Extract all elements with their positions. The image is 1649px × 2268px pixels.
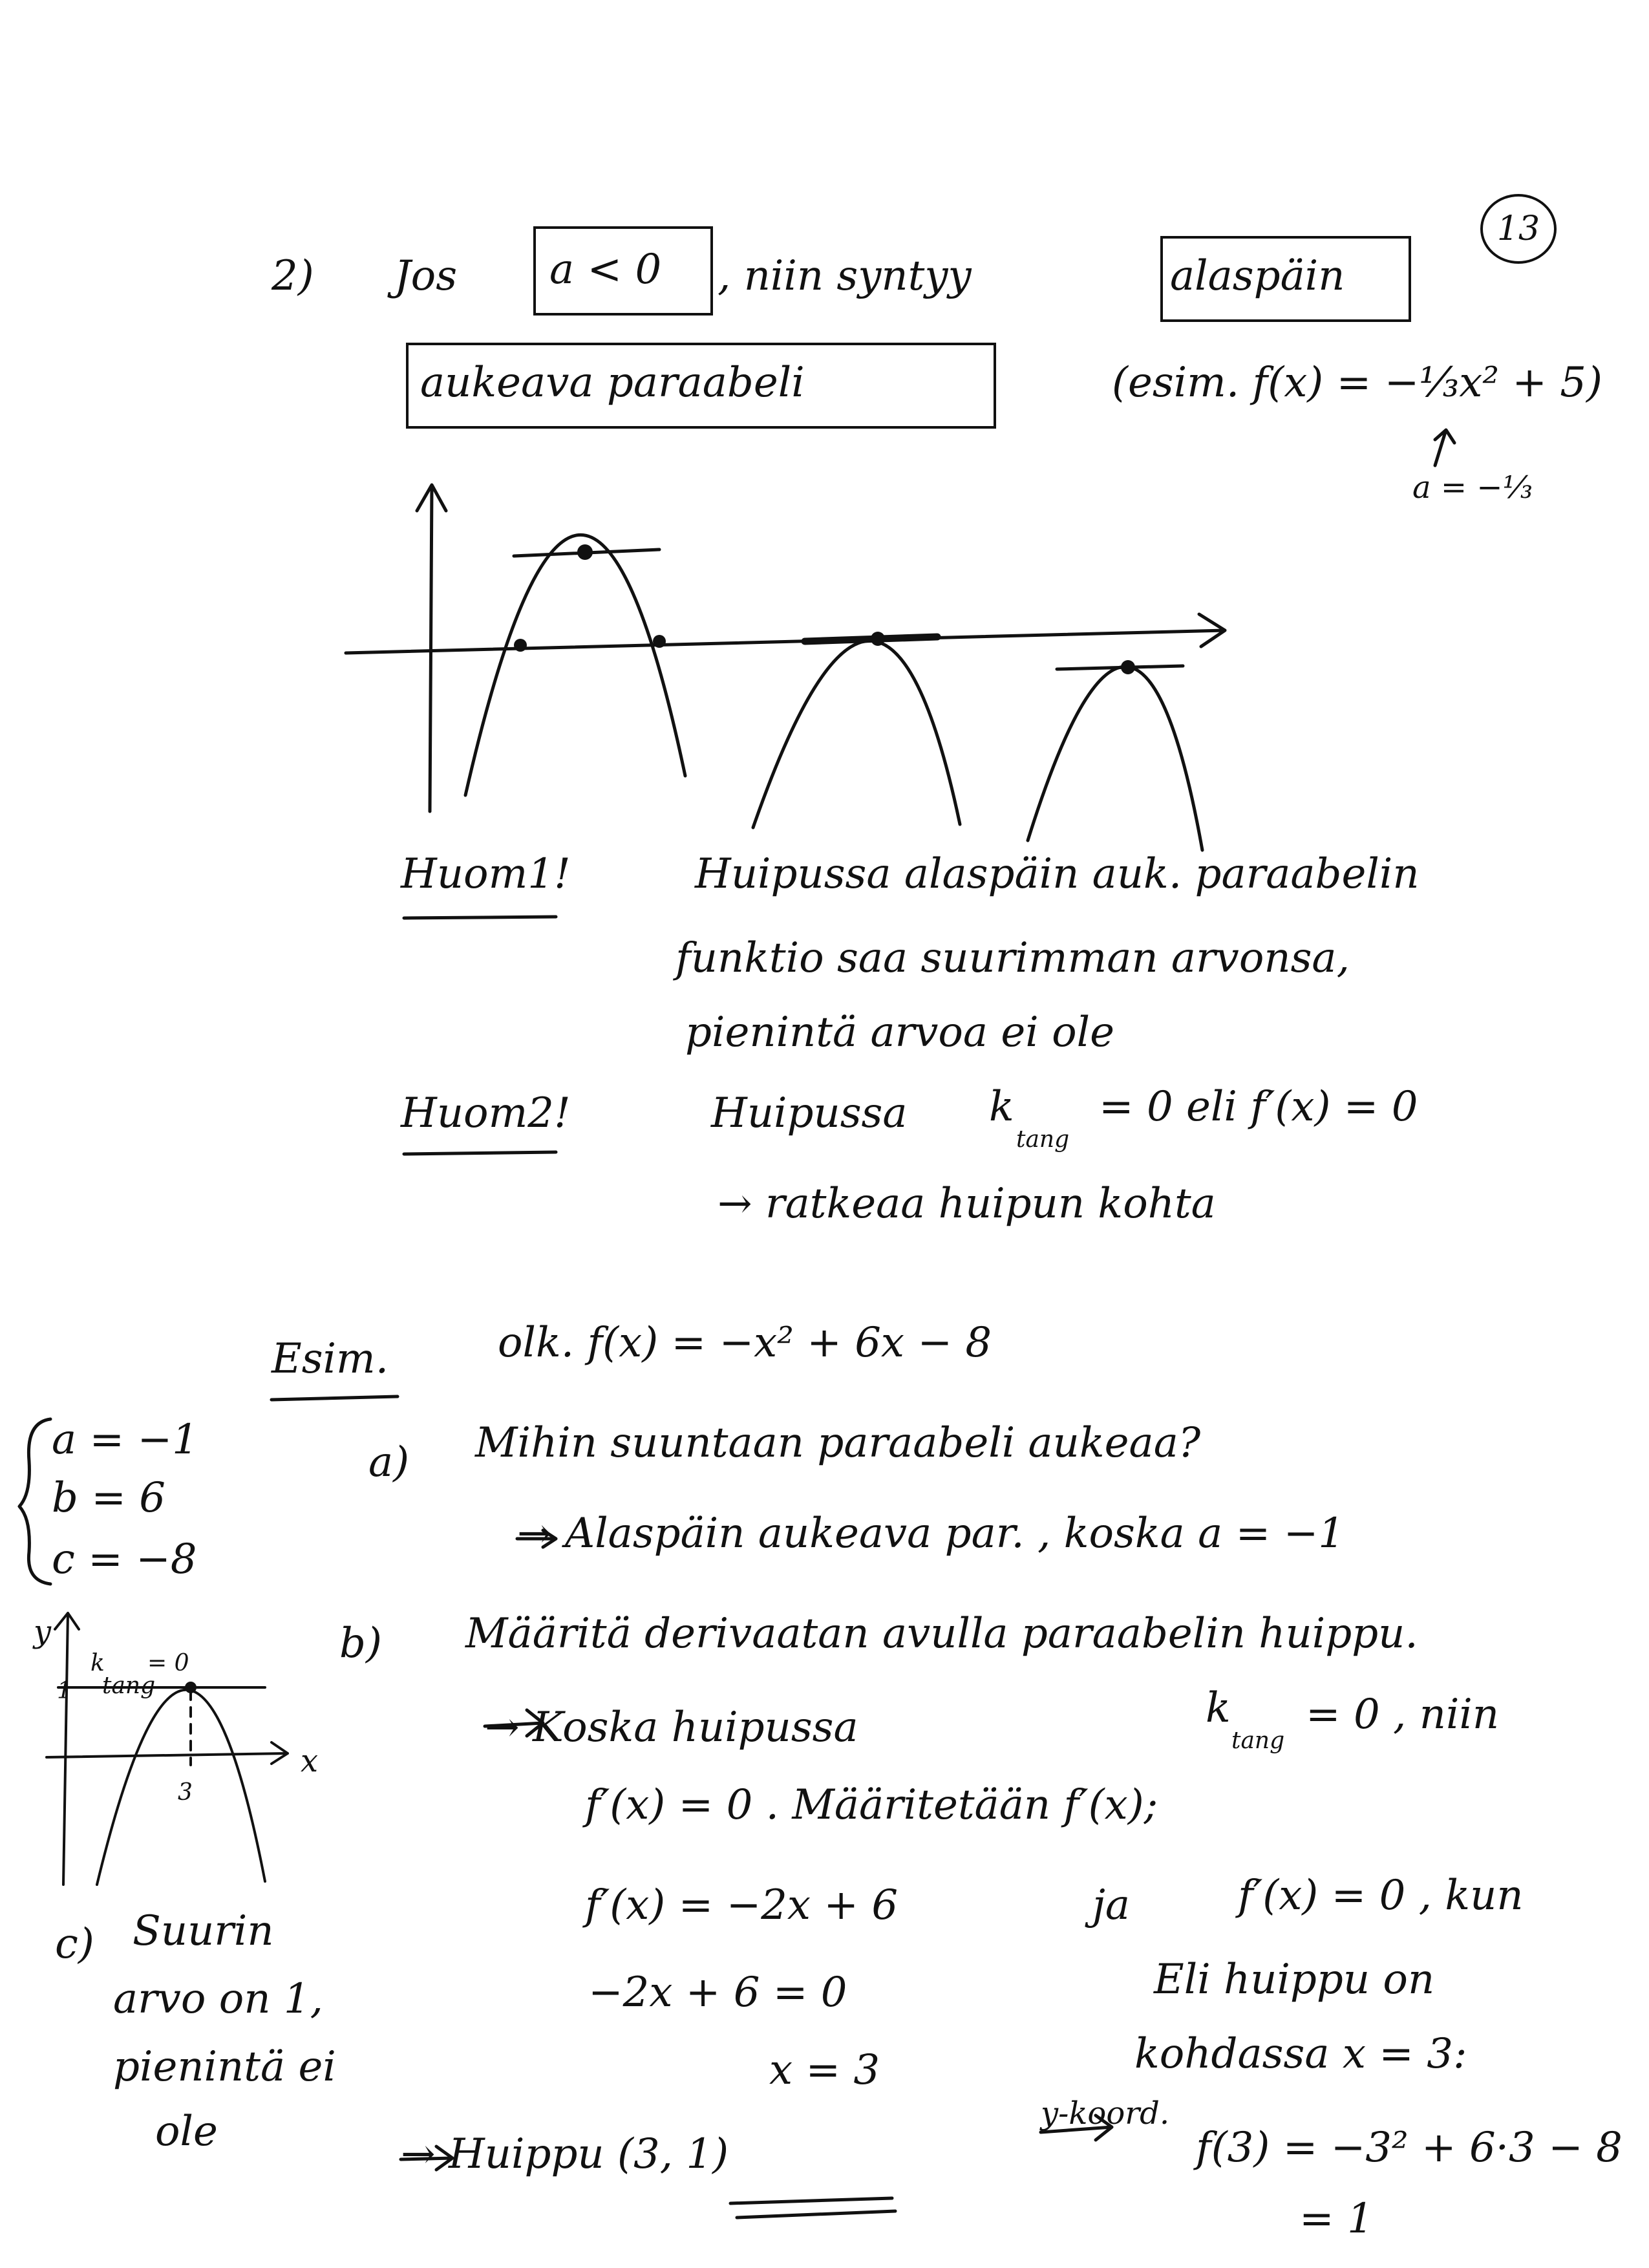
coefficient-arrow — [1435, 430, 1454, 465]
part-b-line1-end: = 0 , niin — [1306, 1691, 1500, 1738]
sketch-tick-y: 1 — [57, 1678, 72, 1704]
part-b-arrow — [485, 1710, 543, 1736]
vertex-dot-3 — [1121, 660, 1135, 674]
example-coefficient-note: a = −⅓ — [1412, 469, 1533, 506]
vertex-sketch — [47, 1613, 288, 1885]
remark2-line1-start: Huipussa — [711, 1089, 908, 1137]
remark2-k: k — [989, 1083, 1014, 1131]
remark1-underline — [404, 917, 556, 918]
remark2-line1-end: = 0 eli f′(x) = 0 — [1099, 1083, 1418, 1131]
remark2-line2: → ratkeaa huipun kohta — [718, 1180, 1216, 1228]
part-c-line1: Suurin — [133, 1907, 274, 1955]
part-b-calc1: f(3) = −3² + 6·3 − 8 — [1196, 2124, 1622, 2172]
part-b-line2: f′(x) = 0 . Määritetään f′(x); — [585, 1781, 1158, 1829]
root-dot-1 — [514, 639, 527, 652]
part-c-label: c) — [55, 1920, 94, 1968]
part-c-line3: pienintä ei — [113, 2043, 336, 2091]
sketch-k-value: = 0 — [147, 1650, 189, 1676]
remark2-k-subscript: tang — [1016, 1126, 1070, 1153]
vertex-dot-2 — [871, 632, 885, 646]
part-b-label: b) — [339, 1620, 382, 1667]
remark1-line-3: pienintä arvoa ei ole — [685, 1009, 1114, 1056]
parabola-2 — [753, 641, 960, 828]
main-x-axis — [346, 614, 1225, 653]
part-b-note2: kohdassa x = 3: — [1134, 2030, 1467, 2078]
remark1-label: Huom1! — [401, 850, 571, 898]
example-function: (esim. f(x) = −⅓x² + 5) — [1112, 359, 1602, 407]
part-c-line4: ole — [155, 2108, 218, 2156]
parabola-1 — [465, 535, 685, 795]
page-number: 13 — [1480, 194, 1557, 264]
part-b-question: Määritä derivaatan avulla paraabelin huippu. — [465, 1610, 1418, 1658]
sketch-y-label: y — [34, 1614, 52, 1650]
part-a-label: a) — [368, 1439, 410, 1486]
part-b-line3-mid: ja — [1092, 1881, 1130, 1929]
parabola-3 — [1028, 667, 1202, 850]
part-a-question: Mihin suuntaan paraabeli aukeaa? — [475, 1419, 1201, 1467]
case-then-text: , niin syntyy — [718, 252, 972, 300]
y-coord-label: y-koord. — [1041, 2095, 1170, 2132]
sketch-y-axis — [55, 1613, 79, 1885]
remark1-line-2: funktio saa suurimman arvonsa, — [676, 934, 1350, 982]
part-a-arrow — [517, 1530, 556, 1547]
example-label: Esim. — [271, 1335, 389, 1383]
sketch-tick-x: 3 — [178, 1779, 193, 1806]
example-function-def: olk. f(x) = −x² + 6x − 8 — [498, 1319, 992, 1367]
sketch-x-axis — [47, 1742, 288, 1764]
vertex-arrow — [401, 2146, 452, 2170]
part-b-note1: Eli huippu on — [1154, 1956, 1435, 2004]
vertex-underline — [730, 2198, 895, 2218]
part-b-k: k — [1206, 1684, 1231, 1732]
part-a-answer: → Alaspäin aukeava par. , koska a = −1 — [517, 1510, 1345, 1557]
result-part2: aukeava paraabeli — [420, 359, 805, 407]
part-b-line4: −2x + 6 = 0 — [588, 1969, 847, 2017]
condition-text: a < 0 — [549, 246, 662, 294]
case-if-word: Jos — [394, 252, 458, 300]
example-underline — [271, 1396, 398, 1400]
tangent-3 — [1057, 666, 1183, 669]
main-y-axis — [417, 485, 446, 811]
part-b-calc2: = 1 — [1299, 2195, 1374, 2243]
vertex-dot-1 — [577, 544, 593, 560]
result-part1: alaspäin — [1170, 252, 1345, 300]
remark2-underline — [404, 1152, 556, 1154]
y-coord-arrow — [1041, 2115, 1112, 2140]
part-b-k-subscript: tang — [1231, 1728, 1285, 1754]
root-dot-2 — [653, 635, 666, 648]
part-b-line5: x = 3 — [769, 2046, 880, 2094]
coefficient-a: a = −1 — [52, 1416, 198, 1464]
part-b-line3-end: f′(x) = 0 , kun — [1238, 1872, 1524, 1920]
part-b-line1: → Koska huipussa — [485, 1704, 858, 1751]
remark1-line-1: Huipussa alaspäin auk. paraabelin — [695, 850, 1420, 898]
sketch-k-label: k — [90, 1650, 105, 1676]
sketch-k-subscript: tang — [102, 1673, 156, 1699]
coefficient-b: b = 6 — [52, 1474, 165, 1522]
vertex-result: → Huippu (3, 1) — [401, 2130, 729, 2178]
sketch-x-label: x — [301, 1743, 319, 1779]
part-c-line2: arvo on 1, — [113, 1975, 323, 2023]
part-b-line3: f′(x) = −2x + 6 — [585, 1881, 899, 1929]
sketch-vertex-dot — [185, 1682, 197, 1693]
sketch-parabola — [97, 1690, 265, 1885]
coefficient-c: c = −8 — [52, 1535, 197, 1583]
parabola-graph — [346, 485, 1225, 850]
remark2-label: Huom2! — [401, 1089, 571, 1137]
coefficients-brace — [19, 1419, 50, 1584]
case-number: 2) — [271, 252, 314, 300]
